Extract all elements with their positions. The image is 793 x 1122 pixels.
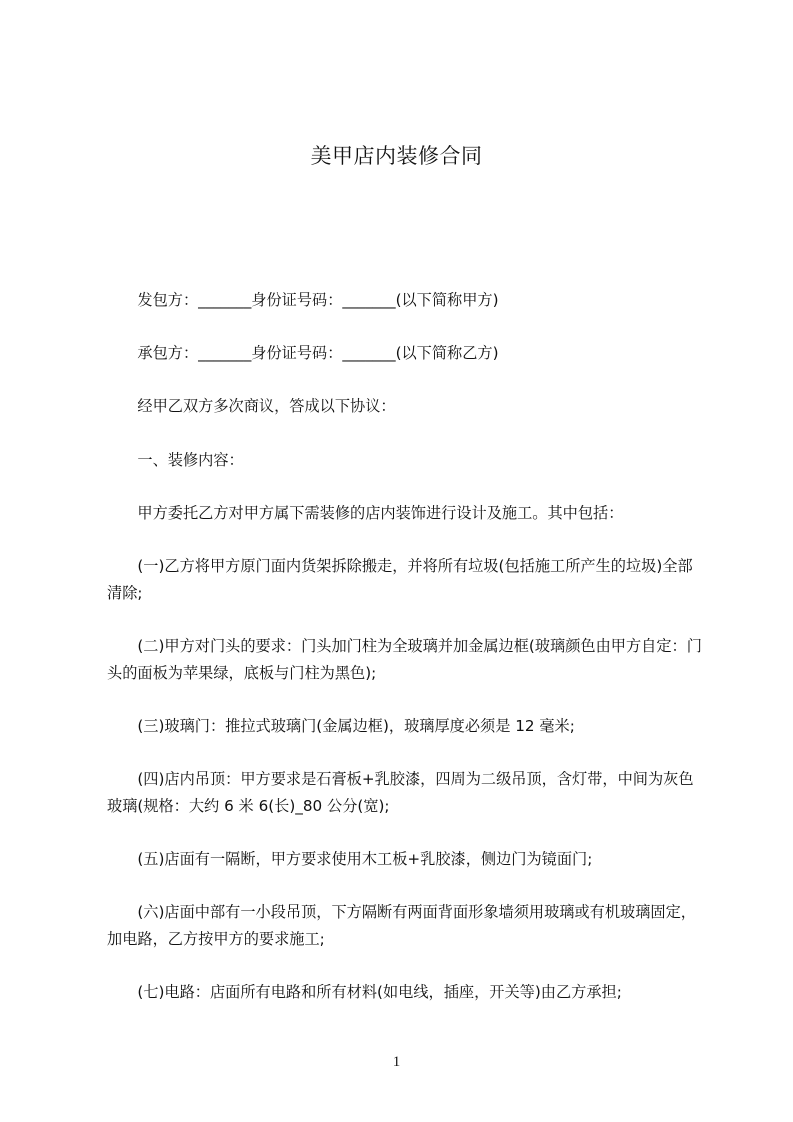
clause-2-storefront: (二)甲方对门头的要求：门头加门柱为全玻璃并加金属边框(玻璃颜色由甲方自定：门头的面板为苹果绿，底板与门柱为黑色); (107, 637, 702, 682)
clause-6-feature-wall: (六)店面中部有一小段吊顶，下方隔断有两面背面形象墙须用玻璃或有机玻璃固定，加电路，乙方按甲方的要求施工; (107, 903, 696, 948)
paragraph-commission: 甲方委托乙方对甲方属下需装修的店内装饰进行设计及施工。其中包括： (107, 504, 624, 522)
paragraph-contractor-issuer: 发包方：_______身份证号码：_______(以下简称甲方) (107, 291, 499, 309)
clause-4-ceiling: (四)店内吊顶：甲方要求是石膏板+乳胶漆，四周为二级吊顶，含灯带，中间为灰色玻璃(规格：大约 6 米 6(长)_80 公分(宽); (107, 770, 694, 815)
clause-7-electrical: (七)电路：店面所有电路和所有材料(如电线，插座，开关等)由乙方承担; (107, 983, 622, 1001)
clause-1-demolition: (一)乙方将甲方原门面内货架拆除搬走，并将所有垃圾(包括施工所产生的垃圾)全部清除; (107, 557, 693, 602)
contract-title: 美甲店内装修合同 (310, 144, 483, 168)
clause-5-partition: (五)店面有一隔断，甲方要求使用木工板+乳胶漆，侧边门为镜面门; (107, 850, 593, 868)
page-number: 1 (392, 1054, 401, 1070)
paragraph-contractor-receiver: 承包方：_______身份证号码：_______(以下简称乙方) (107, 344, 499, 362)
paragraph-agreement-intro: 经甲乙双方多次商议，答成以下协议： (107, 397, 396, 415)
section-heading-decoration-content: 一、装修内容： (107, 451, 244, 469)
clause-3-glass-door: (三)玻璃门：推拉式玻璃门(金属边框)，玻璃厚度必须是 12 毫米; (107, 717, 575, 735)
